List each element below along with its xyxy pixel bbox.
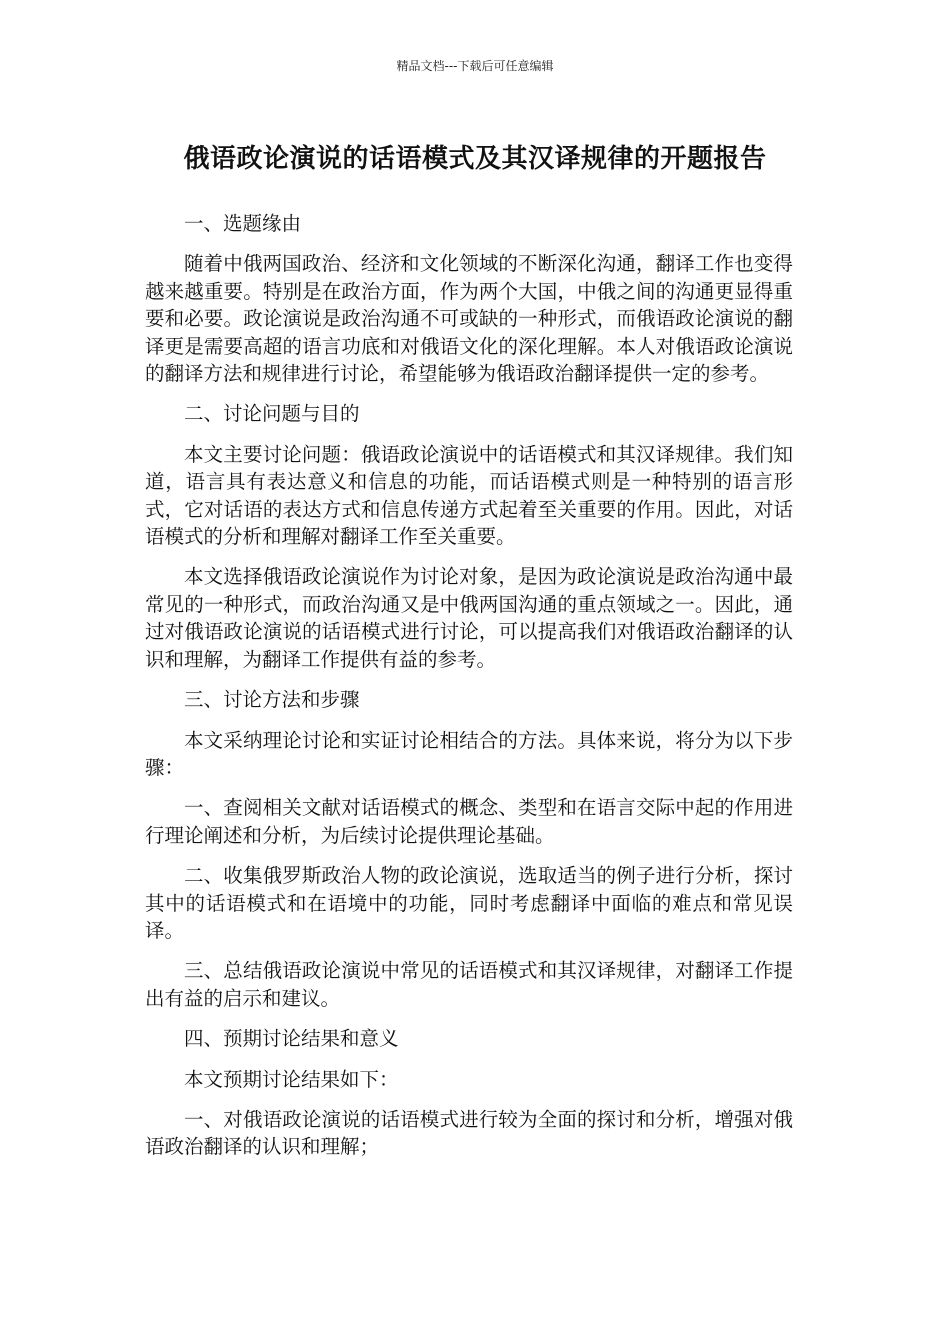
paragraph: 本文采纳理论讨论和实证讨论相结合的方法。具体来说，将分为以下步骤： xyxy=(145,728,793,779)
list-paragraph: 一、查阅相关文献对话语模式的概念、类型和在语言交际中起的作用进行理论阐述和分析，为后续讨论提供理论基础。 xyxy=(145,796,793,847)
paragraph: 本文选择俄语政论演说作为讨论对象，是因为政论演说是政治沟通中最常见的一种形式，而政治沟通又是中俄两国沟通的重点领域之一。因此，通过对俄语政论演说的话语模式进行讨论，可以提高我们对俄语政治翻译的认识和理解，为翻译工作提供有益的参考。 xyxy=(145,565,793,671)
section-heading-1: 一、选题缘由 xyxy=(184,212,302,235)
document-body xyxy=(145,210,793,1174)
list-paragraph: 一、对俄语政论演说的话语模式进行较为全面的探讨和分析，增强对俄语政治翻译的认识和理解； xyxy=(145,1107,793,1159)
section-heading-4: 四、预期讨论结果和意义 xyxy=(184,1027,399,1051)
paragraph: 本文预期讨论结果如下： xyxy=(184,1067,399,1091)
header-note: 精品文档---下载后可任意编辑 xyxy=(396,59,554,73)
paragraph: 本文主要讨论问题：俄语政论演说中的话语模式和其汉译规律。我们知道，语言具有表达意义和信息的功能，而话语模式则是一种特别的语言形式，它对话语的表达方式和信息传递方式起着至关重要的作用。因此，对话语模式的分析和理解对翻译工作至关重要。 xyxy=(145,442,793,549)
document-title: 俄语政论演说的话语模式及其汉译规律的开题报告 xyxy=(183,144,767,174)
list-paragraph: 三、总结俄语政论演说中常见的话语模式和其汉译规律，对翻译工作提出有益的启示和建议。 xyxy=(145,959,793,1010)
section-heading-3: 三、讨论方法和步骤 xyxy=(184,688,360,712)
list-paragraph: 二、收集俄罗斯政治人物的政论演说，选取适当的例子进行分析，探讨其中的话语模式和在语境中的功能，同时考虑翻译中面临的难点和常见误译。 xyxy=(145,864,793,942)
section-heading-2: 二、讨论问题与目的 xyxy=(184,402,360,426)
paragraph: 随着中俄两国政治、经济和文化领域的不断深化沟通，翻译工作也变得越来越重要。特别是在政治方面，作为两个大国，中俄之间的沟通更显得重要和必要。政论演说是政治沟通不可或缺的一种形式，而俄语政论演说的翻译更是需要高超的语言功底和对俄语文化的深化理解。本人对俄语政论演说的翻译方法和规律进行讨论，希望能够为俄语政治翻译提供一定的参考。 xyxy=(145,252,793,386)
